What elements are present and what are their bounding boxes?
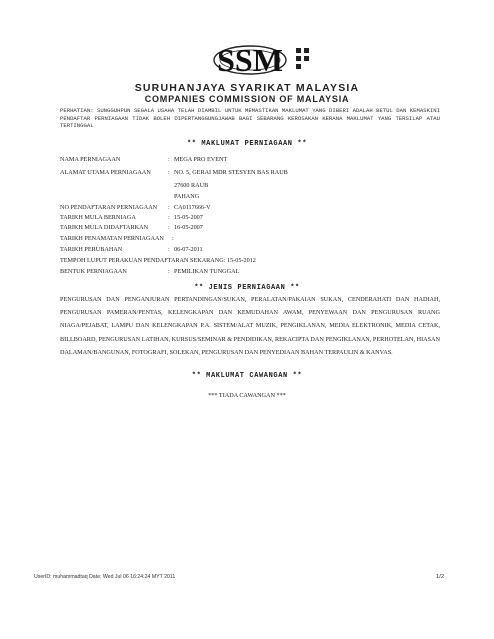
field-termination-date — [60, 235, 178, 243]
disclaimer-notice: PERHATIAN: SUNGGUHPUN SEGALA USAHA TELAH DIAMBIL UNTUK MEMASTIKAN MAKLUMAT YANG DIBERI ADALAH BETUL DAN KEMASKINI PENDAFTAR PERNIAGAAN TIDAK BOLEH DIPERTANGGUNGJAWAB BAGI SEBARANG KEROSAKAN KERANA MAKLUMAT YANG TERSILAP ATAU TERTINGGAL — [60, 107, 440, 129]
field-value: 16-05-2007 — [174, 224, 203, 231]
field-colon: : — [168, 224, 170, 231]
field-label: NO PENDAFTARAN PERNIAGAAN — [60, 204, 158, 211]
field-registration-date — [60, 224, 203, 232]
field-value: PEMILIKAN TUNGGAL — [174, 268, 240, 275]
field-colon: : — [168, 246, 170, 253]
field-colon: : — [168, 214, 170, 221]
field-value: 06-07-2011 — [174, 246, 203, 253]
field-value: MEGA PRO EVENT — [174, 156, 228, 163]
section-title-business-type: ** JENIS PERNIAGAAN ** — [194, 284, 300, 292]
field-business-name — [60, 156, 227, 164]
org-name-malay: SURUHANJAYA SYARIKAT MALAYSIA — [134, 82, 360, 94]
footer-user-info: UserID: muhammadtaq Date: Wed Jul 06 16:24:24 MYT 2011 — [34, 574, 176, 580]
field-expiry: TEMPOH LUPUT PERAKUAN PENDAFTARAN SEKARANG: 15-05-2012 — [60, 257, 256, 264]
field-label: TARIKH MULA DIDAFTARKAN — [60, 224, 149, 231]
field-business-type — [60, 268, 239, 276]
org-name-english: COMPANIES COMMISSION OF MALAYSIA — [144, 94, 350, 104]
page-number: 1/2 — [436, 574, 445, 580]
address-line-2: 27600 RAUB — [174, 182, 209, 189]
logo-mark-text: SSM — [217, 42, 283, 78]
field-value: CA0117666-V — [174, 204, 211, 211]
field-label: TARIKH PERUBAHAN — [60, 246, 123, 253]
field-label: TARIKH PENAMATAN PERNIAGAAN — [60, 235, 164, 242]
field-label: BENTUK PERNIAGAAN — [60, 268, 127, 275]
field-colon: : — [168, 156, 170, 163]
address-line-1: NO. 5, GERAI MDR STESYEN BAS RAUB — [174, 169, 288, 176]
address-line-3: PAHANG — [174, 193, 200, 200]
field-registration-number — [60, 204, 211, 212]
field-start-date — [60, 214, 203, 222]
business-activities: PENGURUSAN DAN PENGANJURAN PERTANDINGAN/SUKAN, PERALATAN/PAKAIAN SUKAN, CENDERAHATI DAN HADIAH, PENGURUSAN PAMERAN/PENTAS, KELENGKAPAN DAN KEMUDAHAN AWAM, PENYEWAAN DAN PENGURUSAN RUANG NIAGA/PEJABAT, LAMPU DAN KELENGKAPAN P.A. SISTEM/ALAT MUZIK, PENGIKLANAN, MEDIA ELEKTRONIK, MEDIA CETAK, BILLBOARD, PENGURUSAN LATIHAN, KURSUS/SEMINAR & PENDIDIKAN, REKACIPTA DAN PENGIKLANAN, PERHOTELAN, HIASAN DALAMAN/BANGUNAN, FOTOGRAFI, SOLEKAN, PENGURUSAN DAN PENYEDIAAN BAHAN TERPAULIN & KANVAS. — [60, 296, 440, 356]
field-colon: : — [168, 169, 170, 176]
field-label: TARIKH MULA BERNIAGA — [60, 214, 136, 221]
field-label: ALAMAT UTAMA PERNIAGAAN — [60, 169, 151, 176]
field-colon: : — [168, 204, 170, 211]
branch-none: *** TIADA CAWANGAN *** — [208, 392, 286, 399]
field-colon: : — [168, 268, 170, 275]
field-address — [60, 169, 288, 177]
ssm-logo-mark — [212, 38, 322, 84]
field-value: 15-05-2007 — [174, 214, 203, 221]
field-label: NAMA PERNIAGAAN — [60, 156, 121, 163]
field-colon: : — [172, 235, 174, 242]
field-change-date — [60, 246, 203, 254]
section-title-business-info: ** MAKLUMAT PERNIAGAAN ** — [186, 140, 308, 148]
section-title-branch-info: ** MAKLUMAT CAWANGAN ** — [191, 372, 303, 380]
